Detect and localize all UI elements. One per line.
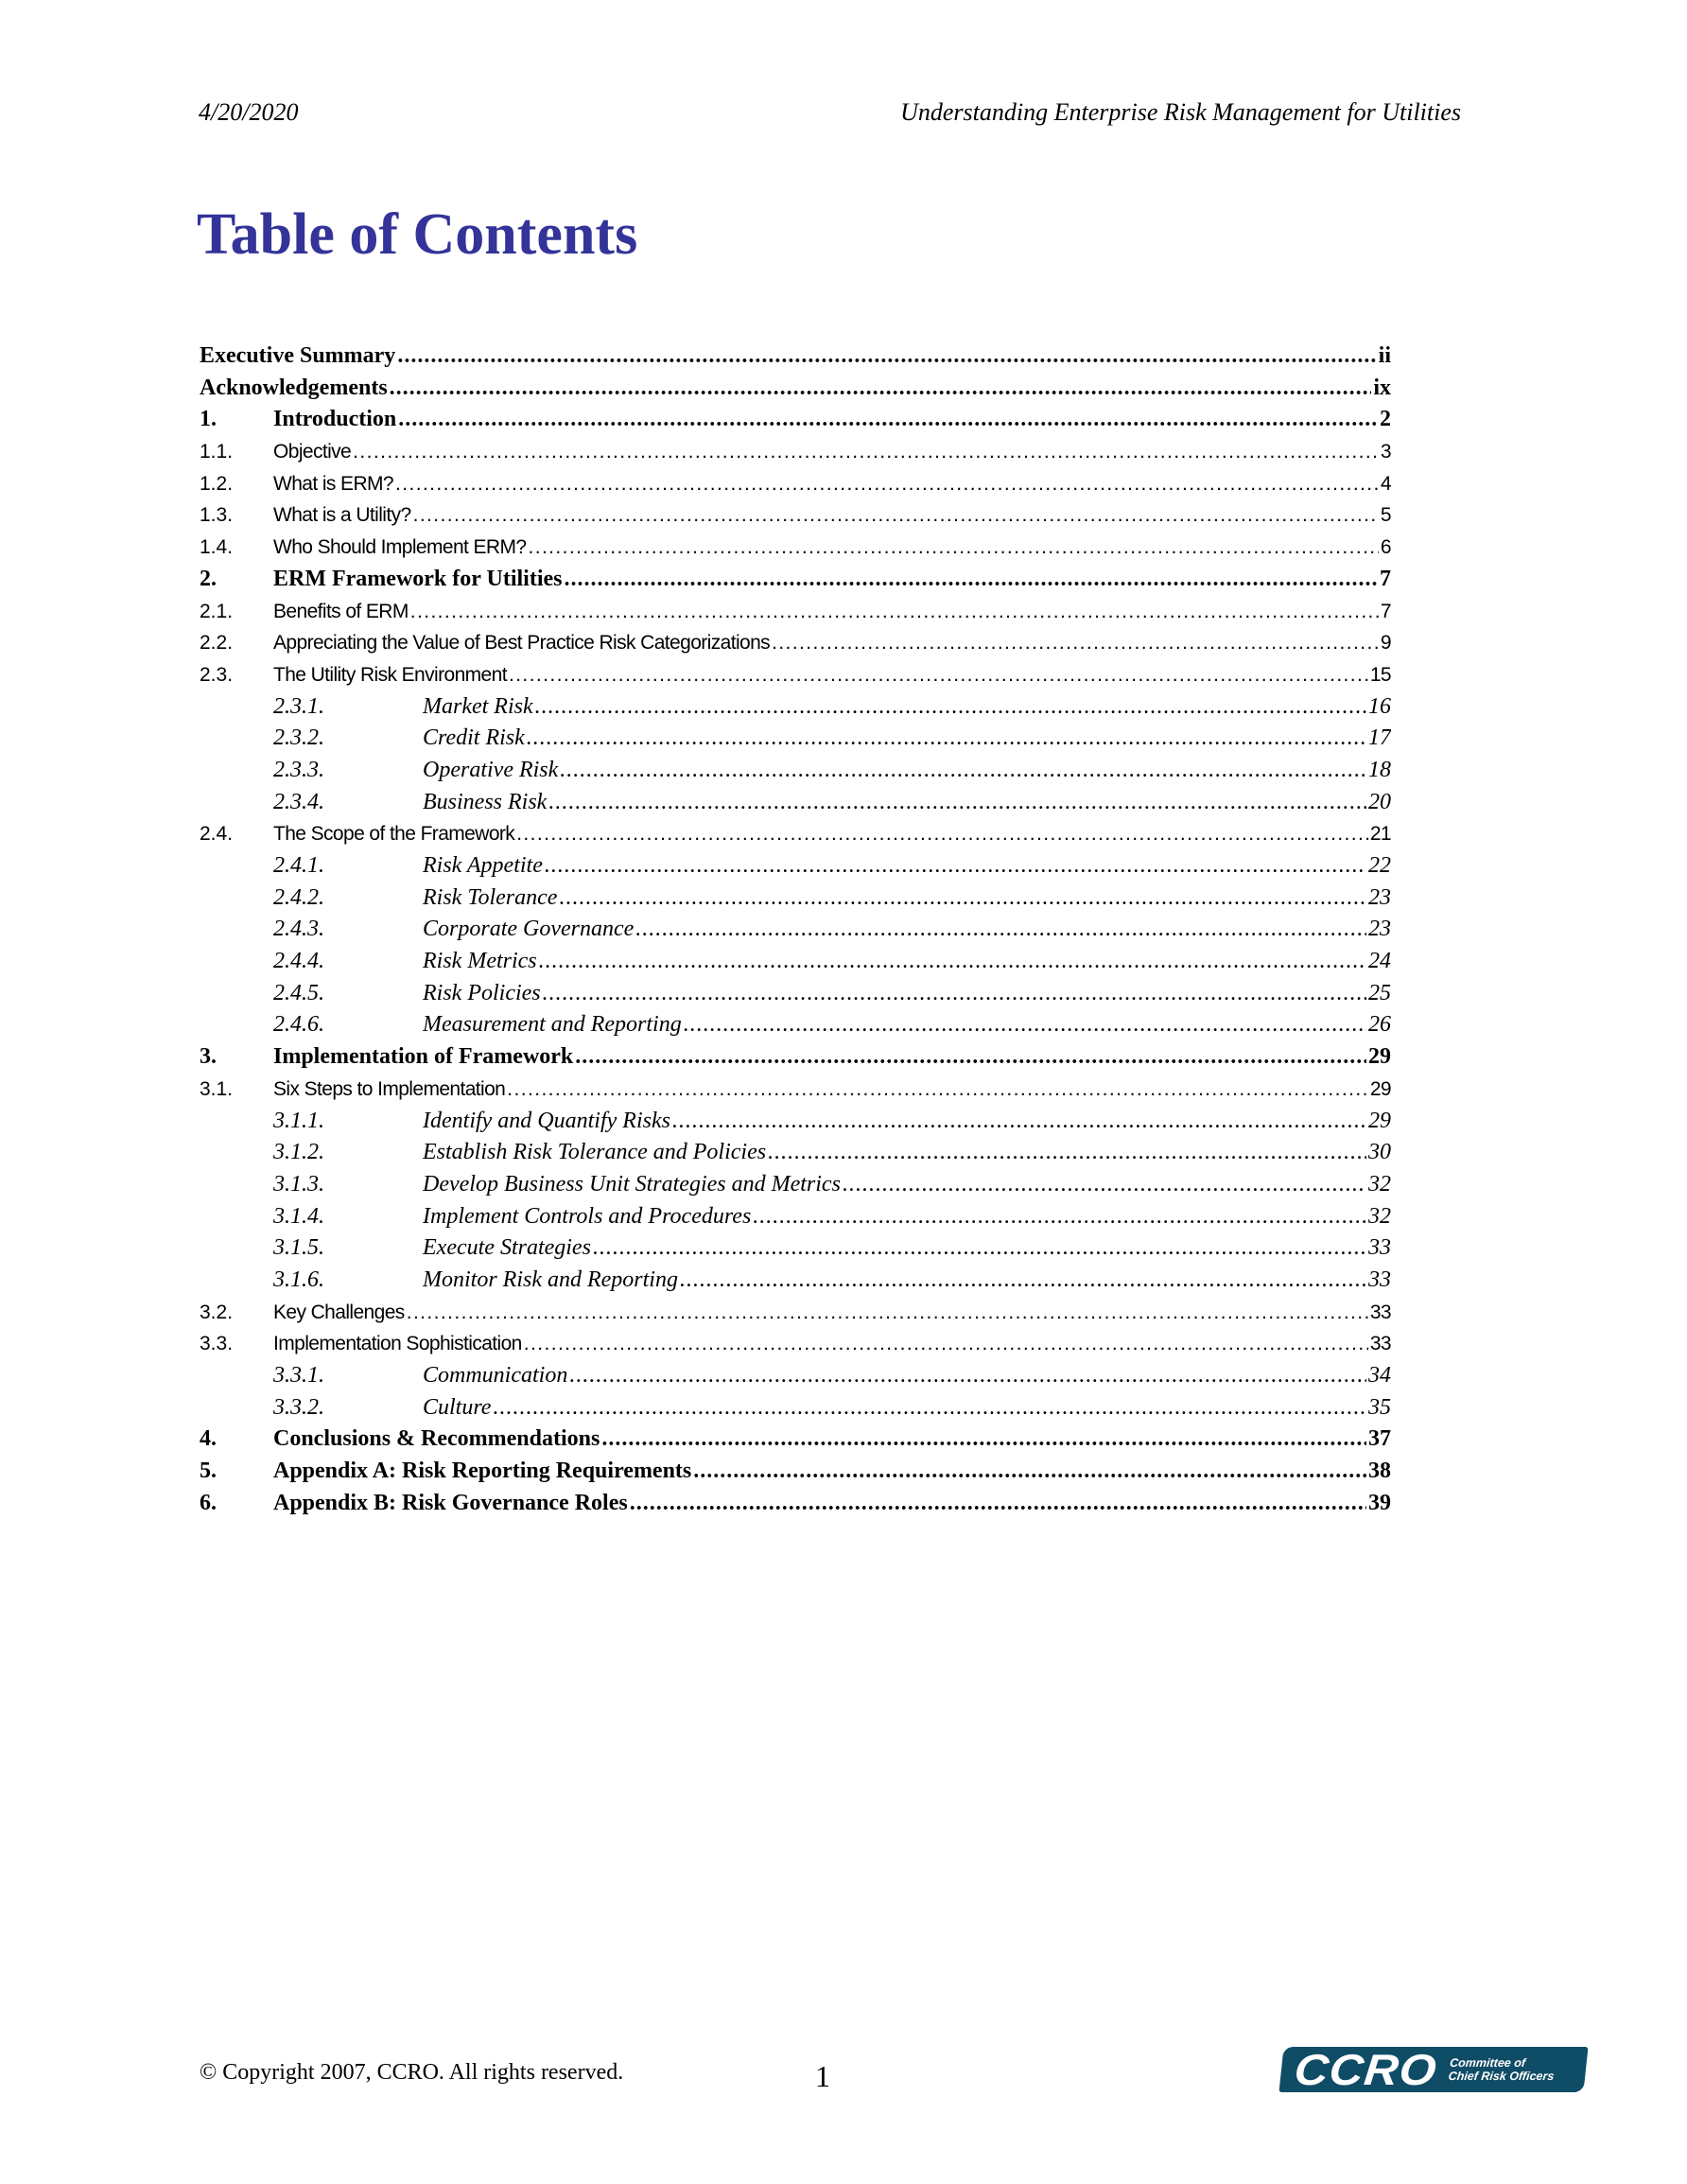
toc-entry-number: 1.3.	[200, 504, 234, 527]
toc-entry-label[interactable]: Operative Risk	[423, 757, 559, 782]
toc-entry-label[interactable]: Monitor Risk and Reporting	[423, 1267, 678, 1292]
toc-dot-leader	[390, 373, 1372, 405]
toc-entry[interactable]	[200, 404, 1391, 436]
toc-dot-leader	[560, 755, 1366, 787]
toc-entry[interactable]	[200, 691, 1391, 724]
toc-entry-number: 2.3.4.	[273, 789, 324, 814]
toc-entry[interactable]	[200, 468, 1391, 500]
toc-entry-label[interactable]: Establish Risk Tolerance and Policies	[423, 1140, 767, 1165]
toc-entry-page[interactable]: 33	[1368, 1235, 1391, 1261]
toc-entry[interactable]	[200, 1137, 1391, 1169]
footer-page-number: 1	[815, 2059, 830, 2093]
header-document-title: Understanding Enterprise Risk Management for Utilities	[900, 98, 1461, 126]
toc-entry-number: 5.	[200, 1459, 217, 1484]
toc-entry[interactable]	[200, 436, 1391, 468]
toc-dot-leader	[680, 1265, 1366, 1297]
toc-entry-number: 2.3.1.	[273, 693, 324, 719]
toc-dot-leader	[593, 1232, 1366, 1265]
toc-entry-label[interactable]: Develop Business Unit Strategies and Metrics	[423, 1171, 841, 1197]
toc-entry-number: 2.3.2.	[273, 725, 324, 751]
toc-entry-page[interactable]: 15	[1369, 663, 1391, 686]
toc-dot-leader	[528, 532, 1378, 564]
logo-mark: CCRO	[1292, 2045, 1440, 2094]
header-date: 4/20/2020	[199, 98, 299, 126]
toc-dot-leader	[507, 1074, 1368, 1106]
toc-entry-page[interactable]: 38	[1368, 1459, 1391, 1484]
toc-entry[interactable]	[200, 755, 1391, 787]
toc-entry-number: 3.	[200, 1044, 217, 1070]
toc-entry-page[interactable]: 25	[1368, 980, 1391, 1005]
ccro-logo	[1278, 2047, 1588, 2092]
toc-entry-number: 6.	[200, 1490, 217, 1515]
toc-entry-page[interactable]: 7	[1380, 600, 1391, 622]
toc-entry-page[interactable]: 16	[1368, 693, 1391, 719]
toc-dot-leader	[509, 659, 1368, 691]
toc-entry-page[interactable]: 34	[1368, 1363, 1391, 1388]
toc-entry[interactable]	[200, 882, 1391, 915]
toc-entry-label[interactable]: Objective	[273, 441, 352, 463]
toc-entry[interactable]	[200, 1360, 1391, 1392]
toc-entry-number: 3.3.1.	[273, 1363, 324, 1388]
toc-entry[interactable]	[200, 1265, 1391, 1297]
footer-copyright: © Copyright 2007, CCRO. All rights reserved.	[200, 2060, 624, 2085]
toc-entry-number: 3.1.	[200, 1077, 234, 1100]
toc-entry-number: 2.4.4.	[273, 949, 324, 974]
toc-entry-number: 2.1.	[200, 600, 234, 622]
toc-dot-leader	[398, 404, 1378, 436]
toc-entry-page[interactable]: ii	[1378, 343, 1391, 368]
toc-entry[interactable]	[200, 914, 1391, 946]
toc-dot-leader	[684, 1009, 1366, 1041]
toc-entry-label[interactable]: Measurement and Reporting	[423, 1012, 682, 1038]
toc-entry-page[interactable]: 17	[1368, 725, 1391, 751]
toc-entry-page[interactable]: 20	[1368, 789, 1391, 814]
toc-entry[interactable]	[200, 723, 1391, 755]
toc-dot-leader	[410, 596, 1379, 628]
toc-dot-leader	[548, 787, 1366, 819]
toc-entry-page[interactable]: 26	[1368, 1012, 1391, 1038]
toc-entry-label[interactable]: Key Challenges	[273, 1301, 405, 1323]
toc-dot-leader	[535, 691, 1366, 724]
toc-entry-label[interactable]: Identify and Quantify Risks	[423, 1108, 670, 1133]
toc-entry-page[interactable]: 35	[1368, 1394, 1391, 1420]
toc-entry[interactable]	[200, 1328, 1391, 1360]
toc-entry-label[interactable]: ERM Framework for Utilities	[273, 566, 563, 591]
toc-entry-number: 3.3.	[200, 1333, 234, 1355]
toc-entry-page[interactable]: 5	[1380, 504, 1391, 527]
toc-entry-label[interactable]: Risk Tolerance	[423, 884, 558, 910]
toc-entry-label[interactable]: What is a Utility?	[273, 504, 411, 527]
toc-dot-leader	[753, 1201, 1366, 1233]
toc-entry-number: 2.4.1.	[273, 853, 324, 878]
toc-entry-number: 3.1.4.	[273, 1203, 324, 1229]
table-of-contents	[200, 341, 1391, 1519]
toc-entry-label[interactable]: Risk Appetite	[423, 853, 543, 878]
toc-entry[interactable]	[200, 1169, 1391, 1201]
toc-entry-label[interactable]: Communication	[423, 1363, 568, 1388]
toc-entry-number: 2.2.	[200, 632, 234, 655]
toc-entry[interactable]	[200, 818, 1391, 850]
toc-entry[interactable]	[200, 946, 1391, 978]
toc-entry-page[interactable]: 29	[1368, 1108, 1391, 1133]
toc-dot-leader	[772, 627, 1379, 659]
toc-dot-leader	[397, 341, 1376, 373]
toc-dot-leader	[395, 468, 1379, 500]
toc-entry-page[interactable]: 37	[1368, 1426, 1391, 1452]
toc-entry[interactable]	[200, 1106, 1391, 1138]
toc-entry-label[interactable]: Benefits of ERM	[273, 600, 409, 622]
toc-entry[interactable]	[200, 1297, 1391, 1329]
toc-entry-page[interactable]: 23	[1368, 884, 1391, 910]
toc-entry[interactable]	[200, 1232, 1391, 1265]
logo-subtitle	[1448, 2056, 1557, 2083]
toc-entry-page[interactable]: 29	[1368, 1044, 1391, 1070]
toc-dot-leader	[575, 1041, 1366, 1074]
toc-dot-leader	[601, 1424, 1366, 1456]
toc-entry-number: 2.4.2.	[273, 884, 324, 910]
toc-entry[interactable]	[200, 596, 1391, 628]
toc-entry-number: 3.3.2.	[273, 1394, 324, 1420]
toc-entry-number: 3.1.5.	[273, 1235, 324, 1261]
toc-entry[interactable]	[200, 1201, 1391, 1233]
toc-entry[interactable]	[200, 659, 1391, 691]
toc-entry-label[interactable]: Appendix A: Risk Reporting Requirements	[273, 1459, 692, 1484]
toc-dot-leader	[559, 882, 1366, 915]
toc-entry-number: 3.1.2.	[273, 1140, 324, 1165]
toc-entry-number: 3.2.	[200, 1301, 234, 1323]
toc-entry-label[interactable]: Corporate Governance	[423, 917, 635, 942]
toc-entry-page[interactable]: 22	[1368, 853, 1391, 878]
toc-entry-page[interactable]: 21	[1369, 823, 1391, 846]
toc-entry-number: 1.2.	[200, 472, 234, 495]
toc-entry-number: 1.	[200, 407, 217, 432]
toc-entry-number: 2.4.5.	[273, 980, 324, 1005]
toc-entry-page[interactable]: 2	[1380, 407, 1391, 432]
toc-dot-leader	[672, 1106, 1366, 1138]
toc-entry-number: 4.	[200, 1426, 217, 1452]
page-title: Table of Contents	[197, 202, 638, 267]
toc-entry[interactable]	[200, 564, 1391, 596]
toc-entry-label[interactable]: Appreciating the Value of Best Practice Risk Categorizations	[273, 632, 771, 655]
toc-entry-page[interactable]: 3	[1380, 441, 1391, 463]
toc-entry-page[interactable]: 39	[1368, 1490, 1391, 1515]
toc-dot-leader	[407, 1297, 1368, 1329]
toc-dot-leader	[524, 1328, 1368, 1360]
toc-entry-number: 3.1.3.	[273, 1171, 324, 1197]
toc-dot-leader	[543, 978, 1366, 1010]
toc-dot-leader	[768, 1137, 1366, 1169]
toc-entry-label[interactable]: Acknowledgements	[200, 375, 388, 400]
toc-dot-leader	[693, 1456, 1366, 1488]
toc-entry-label[interactable]: Market Risk	[423, 693, 533, 719]
toc-entry-page[interactable]: 33	[1368, 1267, 1391, 1292]
toc-entry-label[interactable]: The Scope of the Framework	[273, 823, 515, 846]
toc-entry-label[interactable]: Who Should Implement ERM?	[273, 536, 527, 559]
toc-entry-number: 2.4.6.	[273, 1012, 324, 1038]
toc-dot-leader	[539, 946, 1366, 978]
toc-entry-label[interactable]: Implementation of Framework	[273, 1044, 574, 1070]
toc-entry-number: 3.1.1.	[273, 1108, 324, 1133]
toc-entry-page[interactable]: 33	[1369, 1301, 1391, 1323]
toc-entry-page[interactable]: 4	[1380, 472, 1391, 495]
toc-entry-number: 2.3.	[200, 663, 234, 686]
toc-entry-number: 2.3.3.	[273, 757, 324, 782]
toc-entry-label[interactable]: Implementation Sophistication	[273, 1333, 522, 1355]
toc-entry-label[interactable]: Credit Risk	[423, 725, 525, 751]
toc-dot-leader	[569, 1360, 1366, 1392]
toc-entry-number: 2.4.	[200, 823, 234, 846]
toc-dot-leader	[564, 564, 1378, 596]
toc-entry[interactable]	[200, 978, 1391, 1010]
toc-entry[interactable]	[200, 499, 1391, 532]
toc-entry-page[interactable]: 30	[1368, 1140, 1391, 1165]
toc-entry[interactable]	[200, 1074, 1391, 1106]
toc-entry-label[interactable]: Six Steps to Implementation	[273, 1077, 506, 1100]
logo-subtitle-line1: Committee of	[1449, 2056, 1526, 2070]
toc-entry[interactable]	[200, 1009, 1391, 1041]
toc-entry[interactable]	[200, 850, 1391, 882]
toc-entry-label[interactable]: What is ERM?	[273, 472, 393, 495]
toc-entry[interactable]	[200, 787, 1391, 819]
toc-entry-label[interactable]: Implement Controls and Procedures	[423, 1203, 752, 1229]
toc-entry-number: 1.4.	[200, 536, 234, 559]
toc-entry-label[interactable]: Appendix B: Risk Governance Roles	[273, 1490, 628, 1515]
logo-subtitle-line2: Chief Risk Officers	[1447, 2070, 1556, 2083]
toc-entry[interactable]	[200, 1392, 1391, 1424]
toc-entry-label[interactable]: Executive Summary	[200, 343, 396, 368]
toc-entry[interactable]	[200, 532, 1391, 564]
toc-entry-page[interactable]: ix	[1373, 375, 1391, 400]
toc-dot-leader	[630, 1488, 1366, 1520]
toc-entry-page[interactable]: 18	[1368, 757, 1391, 782]
toc-dot-leader	[493, 1392, 1366, 1424]
toc-entry[interactable]	[200, 1424, 1391, 1456]
toc-entry-number: 1.1.	[200, 441, 234, 463]
toc-entry-label[interactable]: Execute Strategies	[423, 1235, 591, 1261]
toc-entry-page[interactable]: 23	[1368, 917, 1391, 942]
toc-dot-leader	[635, 914, 1366, 946]
toc-entry[interactable]	[200, 341, 1391, 373]
toc-entry[interactable]	[200, 1041, 1391, 1074]
toc-entry-label[interactable]: Risk Metrics	[423, 949, 537, 974]
toc-entry-page[interactable]: 6	[1380, 536, 1391, 559]
toc-entry-number: 2.	[200, 566, 217, 591]
toc-entry-number: 3.1.6.	[273, 1267, 324, 1292]
toc-entry-page[interactable]: 24	[1368, 949, 1391, 974]
toc-entry-label[interactable]: Conclusions & Recommendations	[273, 1426, 600, 1452]
toc-dot-leader	[516, 818, 1368, 850]
toc-dot-leader	[545, 850, 1366, 882]
toc-entry-label[interactable]: Introduction	[273, 407, 397, 432]
toc-entry-label[interactable]: Culture	[423, 1394, 492, 1420]
toc-entry-page[interactable]: 9	[1380, 632, 1391, 655]
toc-dot-leader	[527, 723, 1366, 755]
toc-entry-page[interactable]: 32	[1368, 1203, 1391, 1229]
toc-entry-page[interactable]: 29	[1369, 1077, 1391, 1100]
toc-entry[interactable]	[200, 373, 1391, 405]
toc-entry[interactable]	[200, 1488, 1391, 1520]
toc-entry-number: 2.4.3.	[273, 917, 324, 942]
toc-entry-label[interactable]: The Utility Risk Environment	[273, 663, 507, 686]
toc-entry-label[interactable]: Risk Policies	[423, 980, 541, 1005]
toc-entry-page[interactable]: 32	[1368, 1171, 1391, 1197]
toc-entry[interactable]	[200, 1456, 1391, 1488]
toc-entry[interactable]	[200, 627, 1391, 659]
toc-entry-page[interactable]: 7	[1380, 566, 1391, 591]
toc-dot-leader	[843, 1169, 1366, 1201]
toc-dot-leader	[413, 499, 1379, 532]
toc-dot-leader	[353, 436, 1379, 468]
toc-entry-page[interactable]: 33	[1369, 1333, 1391, 1355]
toc-entry-label[interactable]: Business Risk	[423, 789, 548, 814]
